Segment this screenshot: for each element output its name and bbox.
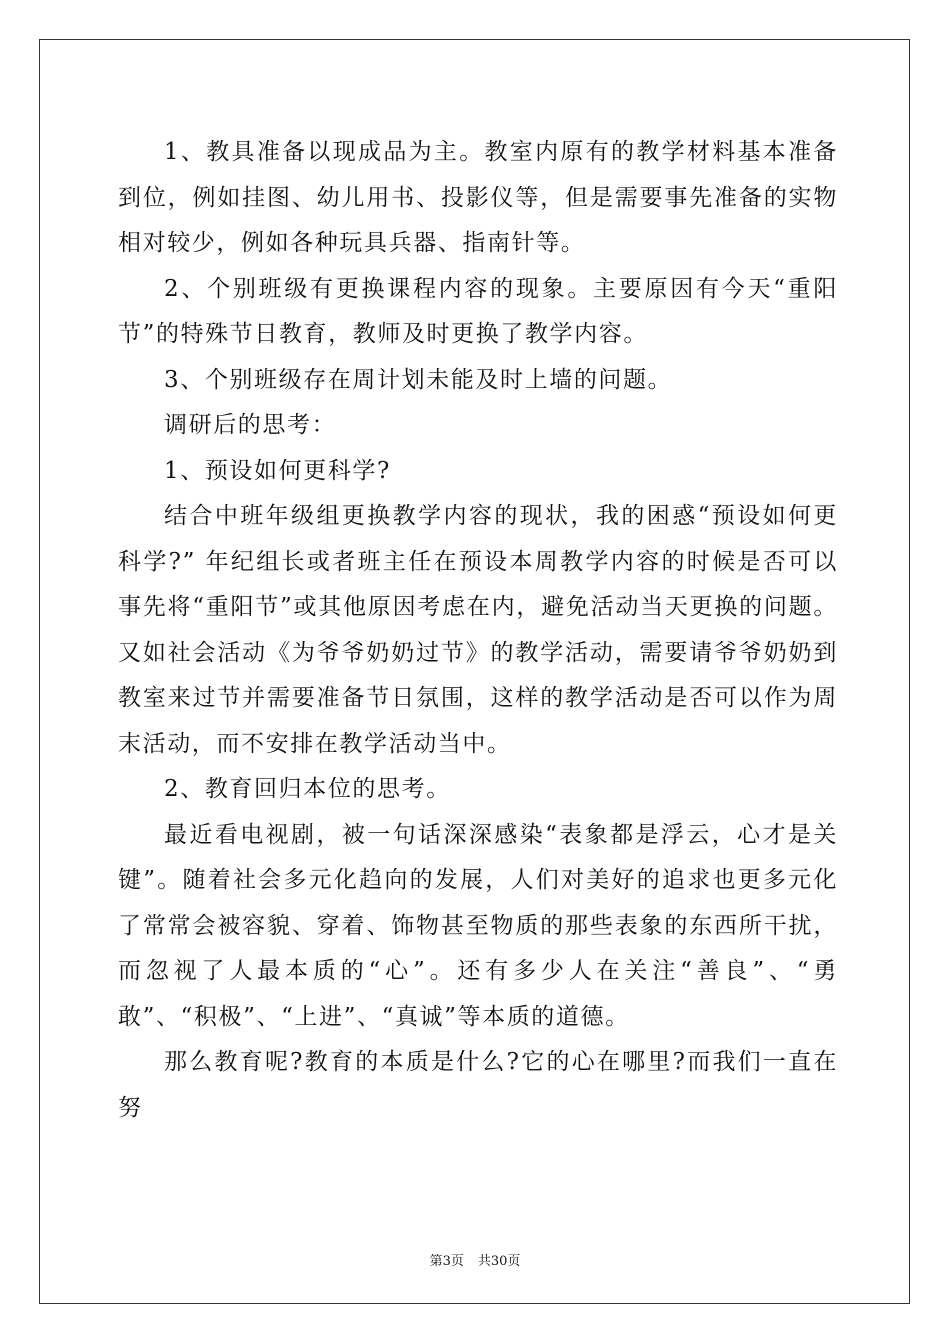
paragraph-weekly-plan: 3、个别班级存在周计划未能及时上墙的问题。 [164,366,673,393]
paragraph-preset-discussion: 结合中班年级组更换教学内容的现状，我的困惑“预设如何更科学?” 年纪组长或者班主任在预设本周教学内容的时候是否可以事先将“重阳节”或其他原因考虑在内，避免活动当天更换的问题。又如社会活动《为爷爷奶奶过节》的教学活动，需要请爷爷奶奶到教室来过节并需要准备节日氛围，这样的教学活动是否可以作为周末活动，而不安排在教学活动当中。 [118,503,838,757]
page-number: 第3页 [429,1254,464,1269]
paragraph-education-essence: 那么教育呢?教育的本质是什么?它的心在哪里?而我们一直在努 [118,1049,838,1121]
paragraph-tv-drama: 最近看电视剧，被一句话深深感染“表象都是浮云，心才是关键”。随着社会多元化趋向的发展，人们对美好的追求也更多元化了常常会被容貌、穿着、饰物甚至物质的那些表象的东西所干扰，而忽视了人最本质的“心”。还有多少人在关注“善良”、“勇敢”、“积极”、“上进”、“真诚”等本质的道德。 [118,821,838,1030]
section-heading-reflection: 调研后的思考： [164,412,337,438]
document-body [118,130,838,1131]
subheading-education-return: 2、教育回归本位的思考。 [164,776,451,802]
paragraph-teaching-aids: 1、教具准备以现成品为主。教室内原有的教学材料基本准备到位，例如挂图、幼儿用书、投影仪等，但是需要事先准备的实物相对较少，例如各种玩具兵器、指南针等。 [118,139,838,256]
subheading-preset: 1、预设如何更科学? [164,457,391,484]
page-footer [0,1250,950,1269]
paragraph-course-change: 2、个别班级有更换课程内容的现象。主要原因有今天“重阳节”的特殊节日教育，教师及时更换了教学内容。 [118,275,838,347]
page-total: 共30页 [477,1254,521,1269]
